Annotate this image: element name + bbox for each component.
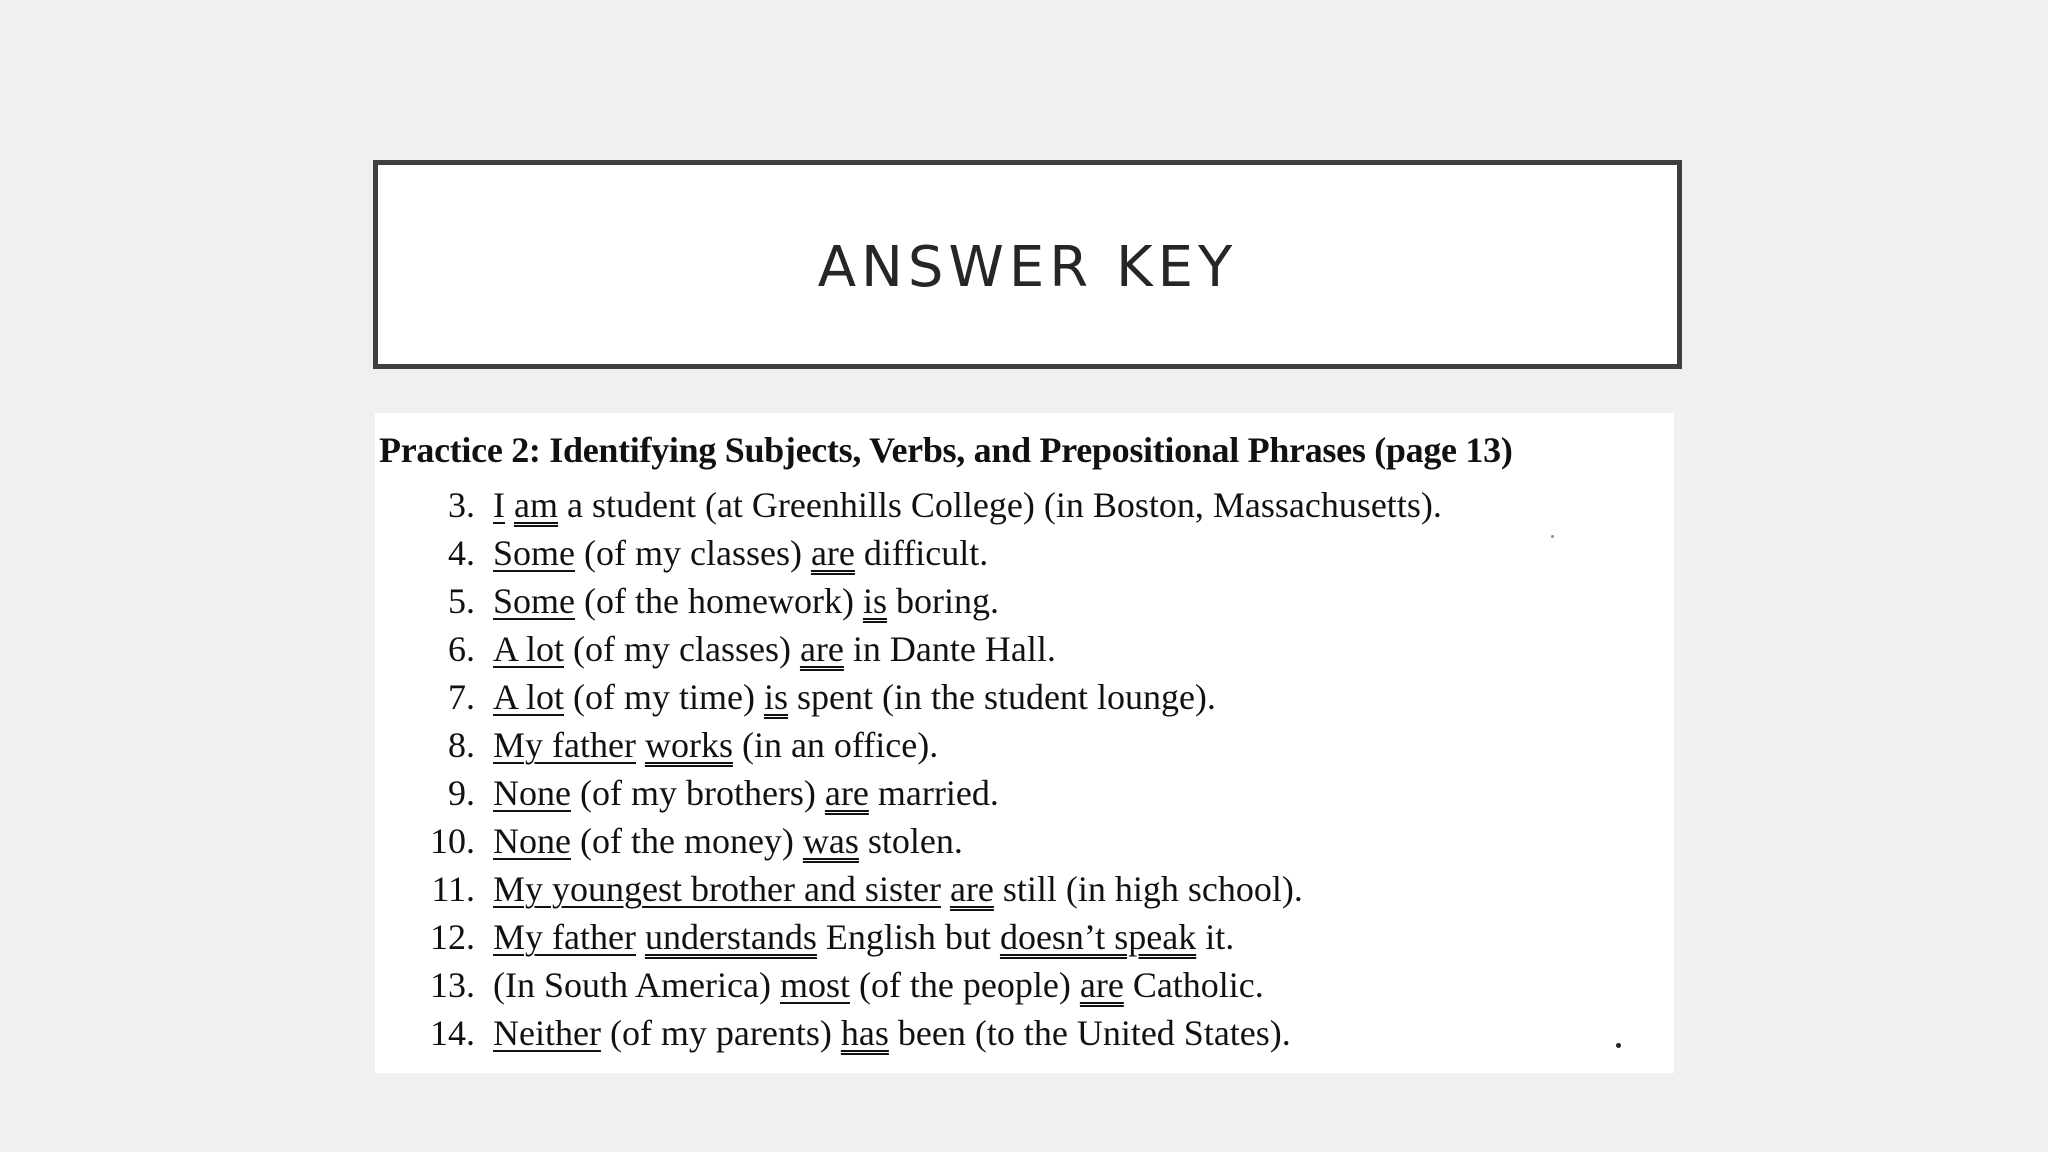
answer-item <box>375 625 1442 673</box>
answer-number: 6. <box>448 629 475 669</box>
answer-item <box>375 721 1442 769</box>
verb-double-underlined: is <box>862 581 887 621</box>
scanned-answer-image <box>375 413 1674 1073</box>
sentence-text: a student (at Greenhills College) (in Boston, Massachusetts). <box>557 485 1442 525</box>
answer-number: 3. <box>448 485 475 525</box>
sentence-text <box>505 485 514 525</box>
sentence-text <box>636 725 645 765</box>
verb-double-underlined: am <box>514 485 558 525</box>
answer-sentence <box>493 721 938 769</box>
answer-number: 11. <box>431 869 475 909</box>
sentence-text: English but <box>816 917 1000 957</box>
verb-double-underlined: are <box>949 869 994 909</box>
verb-double-underlined: doesn’t speak <box>999 917 1197 957</box>
answer-sentence <box>493 961 1264 1009</box>
verb-double-underlined: are <box>810 533 855 573</box>
verb-double-underlined: works <box>644 725 733 765</box>
sentence-text: it. <box>1196 917 1235 957</box>
sentence-text: still (in high school). <box>993 869 1303 909</box>
answer-item <box>375 481 1442 529</box>
sentence-text: (of the homework) <box>575 581 863 621</box>
practice-heading: Practice 2: Identifying Subjects, Verbs, and Prepositional Phrases (page 13) <box>379 430 1513 470</box>
sentence-text: in Dante Hall. <box>843 629 1056 669</box>
subject-underlined: My father <box>493 917 636 957</box>
verb-double-underlined: are <box>799 629 844 669</box>
answer-sentence <box>493 625 1056 673</box>
title-box <box>373 160 1682 369</box>
sentence-text <box>636 917 645 957</box>
answer-item <box>375 961 1442 1009</box>
sentence-text: stolen. <box>858 821 963 861</box>
sentence-text: difficult. <box>854 533 989 573</box>
sentence-text: (of my time) <box>564 677 764 717</box>
sentence-text: (In South America) <box>493 965 780 1005</box>
answer-item <box>375 577 1442 625</box>
answer-item <box>375 769 1442 817</box>
verb-double-underlined: was <box>802 821 859 861</box>
sentence-text: (of the money) <box>570 821 803 861</box>
scan-speck <box>1551 535 1554 538</box>
answer-list <box>375 481 1442 1057</box>
verb-double-underlined: is <box>763 677 788 717</box>
subject-underlined: None <box>493 773 571 813</box>
sentence-text: (of my classes) <box>575 533 811 573</box>
answer-sentence <box>493 817 963 865</box>
answer-sentence <box>493 913 1234 961</box>
sentence-text: (in an office). <box>732 725 939 765</box>
answer-number: 4. <box>448 533 475 573</box>
subject-underlined: Some <box>493 533 576 573</box>
sentence-text: (of my brothers) <box>570 773 825 813</box>
answer-number: 5. <box>448 581 475 621</box>
answer-number: 8. <box>448 725 475 765</box>
sentence-text: married. <box>868 773 999 813</box>
verb-double-underlined: understands <box>644 917 817 957</box>
answer-sentence <box>493 865 1303 913</box>
answer-sentence <box>493 529 988 577</box>
answer-number: 14. <box>430 1013 475 1053</box>
scan-speck <box>1616 1043 1621 1048</box>
subject-underlined: None <box>493 821 571 861</box>
sentence-text: (of the people) <box>849 965 1080 1005</box>
answer-sentence <box>493 769 999 817</box>
answer-sentence <box>493 1009 1291 1057</box>
subject-underlined: My father <box>493 725 636 765</box>
answer-number: 10. <box>430 821 475 861</box>
slide-title: ANSWER KEY <box>817 235 1238 300</box>
subject-underlined: A lot <box>493 629 565 669</box>
subject-underlined: Some <box>493 581 576 621</box>
answer-item <box>375 1009 1442 1057</box>
sentence-text <box>941 869 950 909</box>
sentence-text: (of my parents) <box>600 1013 841 1053</box>
verb-double-underlined: are <box>1079 965 1124 1005</box>
subject-underlined: My youngest brother and sister <box>493 869 941 909</box>
answer-item <box>375 817 1442 865</box>
answer-number: 7. <box>448 677 475 717</box>
answer-item <box>375 673 1442 721</box>
answer-number: 12. <box>430 917 475 957</box>
answer-number: 13. <box>430 965 475 1005</box>
sentence-text: been (to the United States). <box>888 1013 1291 1053</box>
subject-underlined: I <box>493 485 505 525</box>
answer-sentence <box>493 577 999 625</box>
verb-double-underlined: are <box>824 773 869 813</box>
subject-underlined: Neither <box>493 1013 601 1053</box>
sentence-text: Catholic. <box>1123 965 1264 1005</box>
answer-item <box>375 913 1442 961</box>
answer-sentence <box>493 673 1216 721</box>
answer-item <box>375 529 1442 577</box>
sentence-text: boring. <box>886 581 999 621</box>
answer-number: 9. <box>448 773 475 813</box>
subject-underlined: most <box>779 965 850 1005</box>
answer-sentence <box>493 481 1442 529</box>
answer-item <box>375 865 1442 913</box>
sentence-text: spent (in the student lounge). <box>787 677 1216 717</box>
verb-double-underlined: has <box>840 1013 889 1053</box>
subject-underlined: A lot <box>493 677 565 717</box>
sentence-text: (of my classes) <box>564 629 800 669</box>
